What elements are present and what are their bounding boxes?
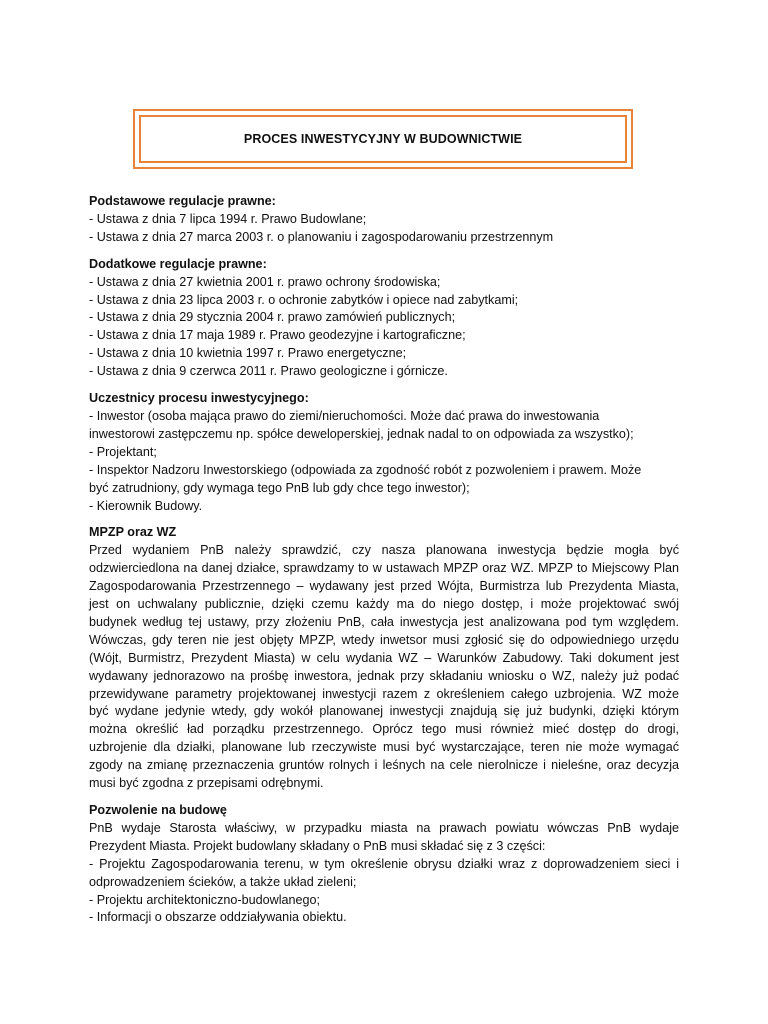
section-participants	[89, 390, 679, 515]
list-item: - Inwestor (osoba mająca prawo do ziemi/nieruchomości. Może dać prawa do inwestowania	[89, 408, 600, 423]
paragraph-line: musi być zgodna z przepisami odrębnymi.	[89, 776, 324, 791]
section-basic-regulations	[89, 193, 679, 247]
paragraph-line: wydawany jednorazowo na prośbę inwestora, jednak przy składaniu wniosku o WZ, należy już podać	[89, 668, 679, 683]
paragraph-line: Przed wydaniem PnB należy sprawdzić, czy nasza planowana inwestycja będzie mogła być	[89, 543, 679, 558]
paragraph-line: - Projektu Zagospodarowania terenu, w tym określenie obrysu działki wraz z doprowadzeniem sieci i	[89, 856, 679, 871]
paragraph-line: Zagospodarowania Przestrzennego – wydawany jest przed Wójta, Burmistrza lub Prezydenta Miasta,	[89, 579, 679, 594]
paragraph-line: uzbrojenie dla działki, planowane lub rzeczywiste musi być wystarczające, teren nie może wymagać	[89, 740, 679, 755]
list-item: być zatrudniony, gdy wymaga tego PnB lub gdy chce tego inwestor);	[89, 480, 470, 495]
paragraph-line: (Wójt, Burmistrz, Prezydent Miasta) w celu wydania WZ – Warunków Zabudowy. Taki dokument jest	[89, 650, 679, 665]
section-heading: Pozwolenie na budowę	[89, 803, 227, 817]
list-item: - Ustawa z dnia 7 lipca 1994 r. Prawo Budowlane;	[89, 211, 367, 226]
paragraph-line: PnB wydaje Starosta właściwy, w przypadku miasta na prawach powiatu wówczas PnB wydaje	[89, 820, 679, 835]
paragraph-line: zgody na zmianę przeznaczenia gruntów rolnych i leśnych na cele nierolnicze i nieleśne, oraz decyzja	[89, 758, 679, 773]
document-title: PROCES INWESTYCYJNY W BUDOWNICTWIE	[243, 132, 523, 146]
list-item: - Projektant;	[89, 444, 157, 459]
section-heading: MPZP oraz WZ	[89, 525, 177, 540]
paragraph	[89, 542, 679, 793]
paragraph-line: odprowadzeniem ścieków, a także układ zieleni;	[89, 874, 357, 889]
list-item: - Kierownik Budowy.	[89, 498, 203, 513]
paragraph-line: budynek według tej ustawy, przy złożeniu PnB, cała inwestycja jest analizowana pod tym względem.	[89, 614, 679, 629]
title-box-inner	[139, 115, 627, 163]
section-heading: Uczestnicy procesu inwestycyjnego:	[89, 391, 309, 406]
list-item: inwestorowi zastępczemu np. spółce deweloperskiej, jednak nadal to on odpowiada za wszystko);	[89, 426, 634, 441]
paragraph-line: można określić ład porządku przestrzennego. Oprócz tego musi również mieć dostęp do drogi,	[89, 722, 679, 737]
title-box	[133, 109, 633, 169]
paragraph-line: - Projektu architektoniczno-budowlanego;	[89, 892, 321, 907]
list-item: - Ustawa z dnia 10 kwietnia 1997 r. Prawo energetyczne;	[89, 346, 407, 361]
paragraph-line: Wówczas, gdy teren nie jest objęty MPZP, wtedy inwetsor musi zgłosić się do odpowiedniego urzędu	[89, 632, 679, 647]
section-mpzp-wz	[89, 524, 679, 793]
paragraph-line: być wydane jedynie wtedy, gdy wokół planowanej inwestycji znajdują się już budynki, dzięki którym	[89, 704, 679, 719]
section-heading: Dodatkowe regulacje prawne:	[89, 256, 267, 271]
list-item: - Ustawa z dnia 9 czerwca 2011 r. Prawo geologiczne i górnicze.	[89, 364, 448, 379]
list-item: - Ustawa z dnia 27 marca 2003 r. o planowaniu i zagospodarowaniu przestrzennym	[89, 229, 554, 244]
section-heading: Podstawowe regulacje prawne:	[89, 194, 276, 208]
list-item: - Ustawa z dnia 23 lipca 2003 r. o ochronie zabytków i opiece nad zabytkami;	[89, 292, 519, 307]
list-item: - Ustawa z dnia 27 kwietnia 2001 r. prawo ochrony środowiska;	[89, 274, 441, 289]
list-item: - Ustawa z dnia 29 stycznia 2004 r. prawo zamówień publicznych;	[89, 310, 456, 325]
section-building-permit	[89, 802, 679, 927]
section-additional-regulations	[89, 256, 679, 381]
list-item: - Inspektor Nadzoru Inwestorskiego (odpowiada za zgodność robót z pozwoleniem i prawem. Może	[89, 462, 642, 477]
paragraph-line: - Informacji o obszarze oddziaływania obiektu.	[89, 910, 347, 925]
list-item: - Ustawa z dnia 17 maja 1989 r. Prawo geodezyjne i kartograficzne;	[89, 328, 466, 343]
paragraph-line: jest on uchwalany publicznie, dzięki czemu każdy ma do niego dostęp, i może projektować swój	[89, 597, 679, 612]
paragraph	[89, 820, 679, 927]
document-body	[89, 193, 679, 936]
paragraph-line: odzwierciedlona na danej działce, sprawdzamy to w ustawach MPZP oraz WZ. MPZP to Miejscowy Plan	[89, 561, 679, 576]
paragraph-line: Prezydent Miasta. Projekt budowlany składany o PnB musi składać się z 3 części:	[89, 838, 546, 853]
paragraph-line: przewidywane parametry projektowanej inwestycji razem z określeniem całego uzbrojenia. WZ może	[89, 686, 679, 701]
